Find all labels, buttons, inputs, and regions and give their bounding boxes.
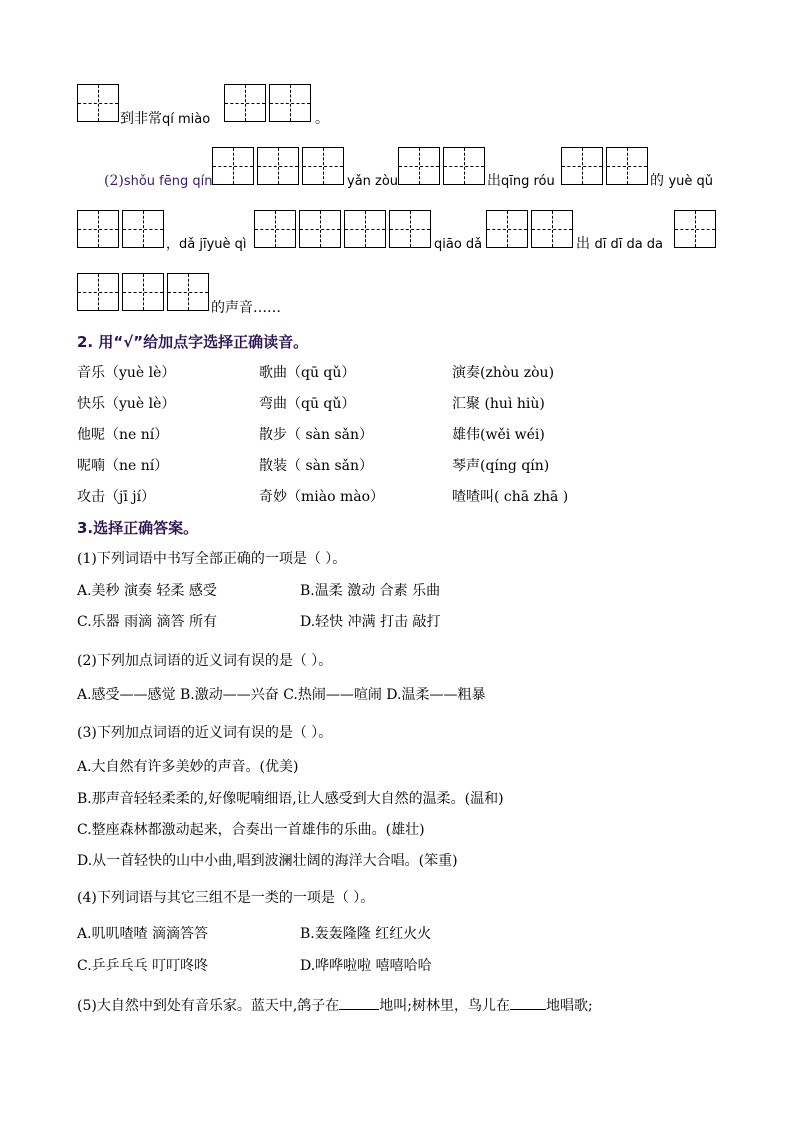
pron-item[interactable]: 散装（ sàn sǎn） [259, 458, 373, 474]
pron-item[interactable]: 喳喳叫( chā zhā ) [452, 489, 569, 505]
pron-item[interactable]: 汇聚 (huì hiù) [452, 396, 545, 412]
q4-option-d[interactable]: D.哗哗啦啦 嘻嘻哈哈 [300, 958, 432, 974]
q3-option-c[interactable]: C.整座森林都激动起来，合奏出一首雄伟的乐曲。(雄壮) [77, 822, 425, 838]
q1-stem: (1)下列词语中书写全部正确的一项是（ ）。 [77, 551, 347, 567]
pinyin-qingrou: qīng róu [501, 174, 555, 189]
pron-item[interactable]: 呢喃（ne ní） [77, 458, 169, 474]
writing-cell[interactable] [224, 84, 266, 122]
writing-cell[interactable] [344, 210, 386, 248]
q4-option-a[interactable]: A.叽叽喳喳 滴滴答答 [77, 926, 209, 942]
pron-item[interactable]: 快乐（yuè lè） [77, 396, 176, 412]
writing-cell[interactable] [443, 147, 485, 185]
q2-stem: (2)下列加点词语的近义词有误的是（ ）。 [77, 653, 333, 669]
pron-item[interactable]: 歌曲（qū qǔ） [259, 365, 356, 381]
q3-option-b[interactable]: B.那声音轻轻柔柔的,好像呢喃细语,让人感受到大自然的温柔。(温和) [77, 791, 504, 807]
blank-1[interactable] [339, 997, 379, 1010]
writing-cell[interactable] [122, 210, 164, 248]
q5-part3: 地唱歌; [546, 998, 593, 1014]
pron-item[interactable]: 散步（ sàn sǎn） [259, 427, 373, 443]
writing-cell[interactable] [77, 210, 119, 248]
q1-option-c[interactable]: C.乐器 雨滴 滴答 所有 [77, 614, 218, 630]
pron-item[interactable]: 演奏(zhòu zòu) [452, 365, 555, 381]
line2-chu [487, 174, 555, 188]
blank-2[interactable] [510, 997, 546, 1010]
pron-item[interactable]: 奇妙（miào mào） [259, 489, 385, 505]
writing-cell[interactable] [389, 210, 431, 248]
q1-option-b[interactable]: B.温柔 激动 合素 乐曲 [300, 583, 441, 599]
q5-part2: 地叫;树林里，鸟儿在 [379, 998, 510, 1014]
tianzige-group-3[interactable] [212, 147, 344, 185]
pinyin-qiaoda: qiāo dǎ [434, 237, 483, 252]
writing-cell[interactable] [299, 210, 341, 248]
tianzige-group-9[interactable] [674, 210, 716, 248]
tianzige-group-1[interactable] [77, 84, 119, 122]
tianzige-group-2[interactable] [224, 84, 311, 122]
text-dao: 到非常 [120, 111, 162, 127]
section2-heading: 2. 用“√”给加点字选择正确读音。 [77, 333, 309, 351]
writing-cell[interactable] [531, 210, 573, 248]
tianzige-group-10[interactable] [77, 273, 209, 311]
q3-option-a[interactable]: A.大自然有许多美妙的声音。(优美) [77, 759, 299, 775]
writing-cell[interactable] [257, 147, 299, 185]
pinyin-dajiyueqi: ，dǎ jīyuè qì [166, 237, 247, 252]
q-number: (2) [104, 173, 124, 189]
writing-cell[interactable] [212, 147, 254, 185]
q4-option-b[interactable]: B.轰轰隆隆 红红火火 [300, 926, 432, 942]
writing-cell[interactable] [561, 147, 603, 185]
tianzige-group-4[interactable] [398, 147, 485, 185]
q5-part1: (5)大自然中到处有音乐家。蓝天中,鸽子在 [77, 998, 340, 1014]
writing-cell[interactable] [77, 84, 119, 122]
writing-cell[interactable] [486, 210, 528, 248]
pinyin-yuequ: yuè qǔ [668, 174, 714, 189]
pinyin-shoufengqin: shǒu fēng qín [123, 174, 213, 189]
tianzige-group-5[interactable] [561, 147, 648, 185]
writing-cell[interactable] [167, 273, 209, 311]
tianzige-group-7[interactable] [254, 210, 431, 248]
pron-item[interactable]: 音乐（yuè lè） [77, 365, 176, 381]
pinyin-qimiao: qí miào [162, 112, 211, 127]
writing-cell[interactable] [269, 84, 311, 122]
period: 。 [315, 111, 329, 127]
text-chu: 出 [576, 236, 590, 252]
line2-de [650, 174, 713, 188]
pinyin-didida: dī dī da da [594, 237, 664, 252]
line2-prefix [104, 174, 212, 188]
line4-suffix: 的声音…… [211, 300, 281, 316]
pron-item[interactable]: 琴声(qíng qín) [452, 458, 550, 474]
writing-cell[interactable] [398, 147, 440, 185]
section3-heading: 3.选择正确答案。 [77, 519, 199, 537]
pinyin-yanzou: yǎn zòu [347, 174, 399, 189]
pron-item[interactable]: 攻击（jī jí） [77, 489, 156, 505]
q5-line [77, 997, 593, 1013]
pron-item[interactable]: 弯曲（qū qǔ） [259, 396, 356, 412]
text-chu: 出 [487, 173, 501, 189]
q2-options[interactable]: A.感受——感觉 B.激动——兴奋 C.热闹——喧闹 D.温柔——粗暴 [77, 687, 486, 703]
q4-stem: (4)下列词语与其它三组不是一类的一项是（ ）。 [77, 890, 375, 906]
writing-cell[interactable] [77, 273, 119, 311]
writing-cell[interactable] [122, 273, 164, 311]
tianzige-group-6[interactable] [77, 210, 164, 248]
q1-option-d[interactable]: D.轻快 冲满 打击 敲打 [300, 614, 441, 630]
tianzige-group-8[interactable] [486, 210, 573, 248]
q4-option-c[interactable]: C.乒乒乓乓 叮叮咚咚 [77, 958, 209, 974]
pron-item[interactable]: 他呢（ne ní） [77, 427, 169, 443]
pron-item[interactable]: 雄伟(wěi wéi) [452, 427, 545, 443]
q1-option-a[interactable]: A.美秒 演奏 轻柔 感受 [77, 583, 217, 599]
q3-stem: (3)下列加点词语的近义词有误的是（ ）。 [77, 725, 333, 741]
text-de: 的 [650, 173, 664, 189]
line1-text [120, 112, 210, 126]
writing-cell[interactable] [254, 210, 296, 248]
writing-cell[interactable] [606, 147, 648, 185]
q3-option-d[interactable]: D.从一首轻快的山中小曲,唱到波澜壮阔的海洋大合唱。(笨重) [77, 853, 458, 869]
line3-chu [576, 237, 663, 251]
writing-cell[interactable] [302, 147, 344, 185]
writing-cell[interactable] [674, 210, 716, 248]
